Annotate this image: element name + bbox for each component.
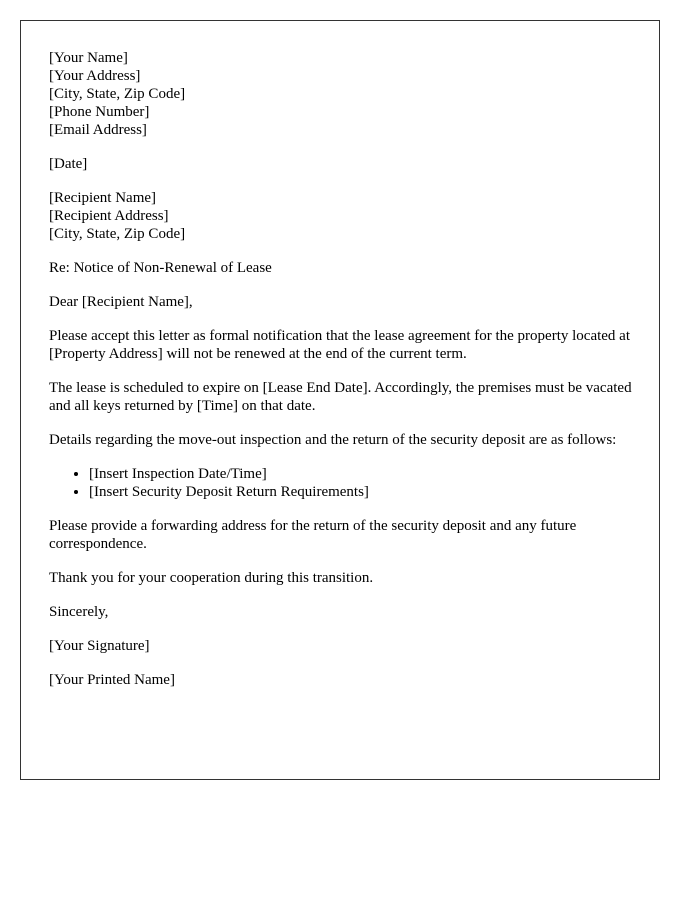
recipient-address: [Recipient Address] <box>49 208 169 224</box>
signature: [Your Signature] <box>49 638 150 654</box>
paragraph-details-intro: Details regarding the move-out inspection and the return of the security deposit are as follows: <box>49 432 617 448</box>
letter-content <box>49 49 633 705</box>
printed-name: [Your Printed Name] <box>49 672 175 688</box>
paragraph-thank-you: Thank you for your cooperation during this transition. <box>49 570 374 586</box>
paragraph-expiration: The lease is scheduled to expire on [Lease End Date]. Accordingly, the premises must be vacated and all keys returned by [Time] on that date. <box>49 380 632 414</box>
paragraph-forwarding-address: Please provide a forwarding address for the return of the security deposit and any future correspondence. <box>49 518 577 552</box>
closing: Sincerely, <box>49 604 109 620</box>
sender-address: [Your Address] <box>49 68 141 84</box>
recipient-block <box>49 189 633 243</box>
date-block <box>49 155 633 173</box>
recipient-city-state-zip: [City, State, Zip Code] <box>49 226 186 242</box>
letter-date: [Date] <box>49 156 88 172</box>
sender-block <box>49 49 633 139</box>
details-list <box>49 465 633 501</box>
list-item: • [Insert Inspection Date/Time] <box>89 465 633 483</box>
recipient-name: [Recipient Name] <box>49 190 157 206</box>
sender-email: [Email Address] <box>49 122 147 138</box>
sender-city-state-zip: [City, State, Zip Code] <box>49 86 186 102</box>
sender-name: [Your Name] <box>49 50 128 66</box>
sender-phone: [Phone Number] <box>49 104 150 120</box>
paragraph-notification: Please accept this letter as formal notification that the lease agreement for the property located at [Property Address] will not be renewed at the end of the current term. <box>49 328 631 362</box>
list-item: • [Insert Security Deposit Return Requirements] <box>89 483 633 501</box>
salutation: Dear [Recipient Name], <box>49 294 193 310</box>
subject-line: Re: Notice of Non-Renewal of Lease <box>49 260 272 276</box>
letter-page <box>20 20 660 780</box>
